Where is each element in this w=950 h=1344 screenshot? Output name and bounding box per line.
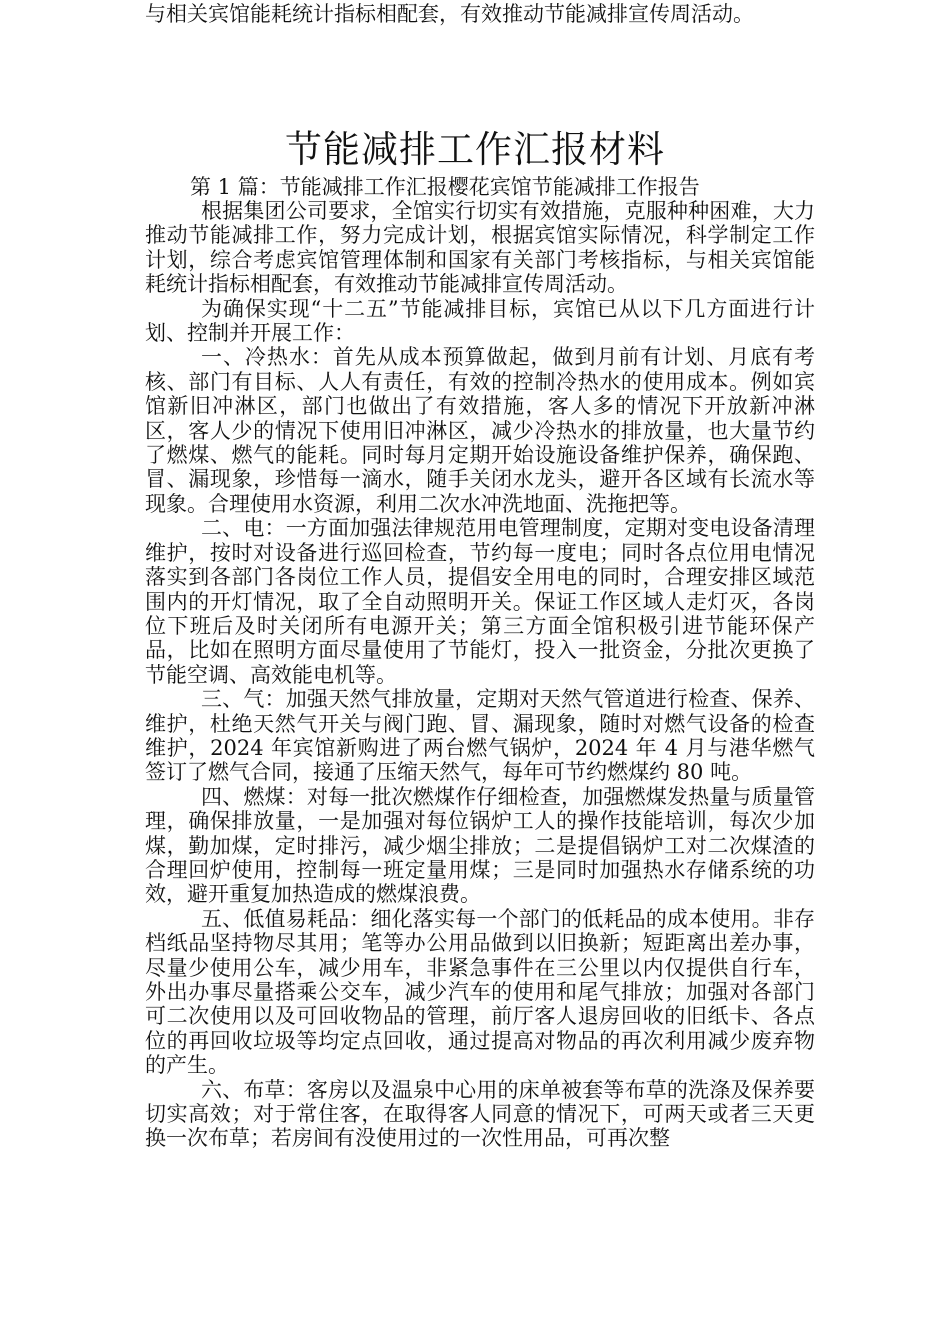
paragraph-coal: 四、燃煤：对每一批次燃煤作仔细检查，加强燃煤发热量与质量管理，确保排放量，一是加强对每位锅炉工人的操作技能培训，每次少加煤，勤加煤，定时排污，减少烟尘排放；二是提倡锅炉工对二次煤渣的合理回炉使用，控制每一班定量用煤；三是同时加强热水存储系统的功效，避开重复加热造成的燃煤浪费。 (145, 784, 815, 907)
paragraph-linen: 六、布草：客房以及温泉中心用的床单被套等布草的洗涤及保养要切实高效；对于常住客，在取得客人同意的情况下，可两天或者三天更换一次布草；若房间有没使用过的一次性用品，可再次整 (145, 1077, 815, 1151)
paragraph-gas: 三、气：加强天然气排放量，定期对天然气管道进行检查、保养、维护，杜绝天然气开关与阀门跑、冒、漏现象，随时对燃气设备的检查维护，2024 年宾馆新购进了两台燃气锅炉，2024 年 4 月与港华燃气签订了燃气合同，接通了压缩天然气，每年可节约燃煤约 80 吨。 (145, 687, 815, 785)
paragraph-electricity: 二、电：一方面加强法律规范用电管理制度，定期对变电设备清理维护，按时对设备进行巡回检查，节约每一度电；同时各点位用电情况落实到各部门各岗位工作人员，提倡安全用电的同时，合理安排区域范围内的开灯情况，取了全自动照明开关。保证工作区域人走灯灭，各岗位下班后及时关闭所有电源开关；第三方面全馆积极引进节能环保产品，比如在照明方面尽量使用了节能灯，投入一批资金，分批次更换了节能空调、高效能电机等。 (145, 516, 815, 687)
paragraph-intro: 根据集团公司要求，全馆实行切实有效措施，克服种种困难，大力推动节能减排工作，努力完成计划，根据宾馆实际情况，科学制定工作计划，综合考虑宾馆管理体制和国家有关部门考核指标，与相关宾馆能耗统计指标相配套，有效推动节能减排宣传周活动。 (145, 199, 815, 297)
document-title: 节能减排工作汇报材料 (285, 128, 665, 171)
paragraph-goal: 为确保实现“十二五”节能减排目标，宾馆已从以下几方面进行计划、控制并开展工作： (145, 296, 815, 346)
previous-page-fragment: 与相关宾馆能耗统计指标相配套，有效推动节能减排宣传周活动。 (145, 2, 754, 26)
document-subtitle: 第 1 篇：节能减排工作汇报樱花宾馆节能减排工作报告 (190, 175, 700, 199)
paragraph-consumables: 五、低值易耗品：细化落实每一个部门的低耗品的成本使用。非存档纸品坚持物尽其用；笔等办公用品做到以旧换新；短距离出差办事，尽量少使用公车，减少用车，非紧急事件在三公里以内仅提供自行车，外出办事尽量搭乘公交车，减少汽车的使用和尾气排放；加强对各部门可二次使用以及可回收物品的管理，前厅客人退房回收的旧纸卡、各点位的再回收垃圾等均定点回收，通过提高对物品的再次利用减少废弃物的产生。 (145, 906, 815, 1078)
document-body (145, 199, 815, 1151)
paragraph-water: 一、冷热水：首先从成本预算做起，做到月前有计划、月底有考核、部门有目标、人人有责任，有效的控制冷热水的使用成本。例如宾馆新旧冲淋区，部门也做出了有效措施，客人多的情况下开放新冲淋区，客人少的情况下使用旧冲淋区，减少冷热水的排放量，也大量节约了燃煤、燃气的能耗。同时每月定期开始设施设备维护保养，确保跑、冒、漏现象，珍惜每一滴水，随手关闭水龙头，避开各区域有长流水等现象。合理使用水资源，利用二次水冲洗地面、洗拖把等。 (145, 345, 815, 516)
